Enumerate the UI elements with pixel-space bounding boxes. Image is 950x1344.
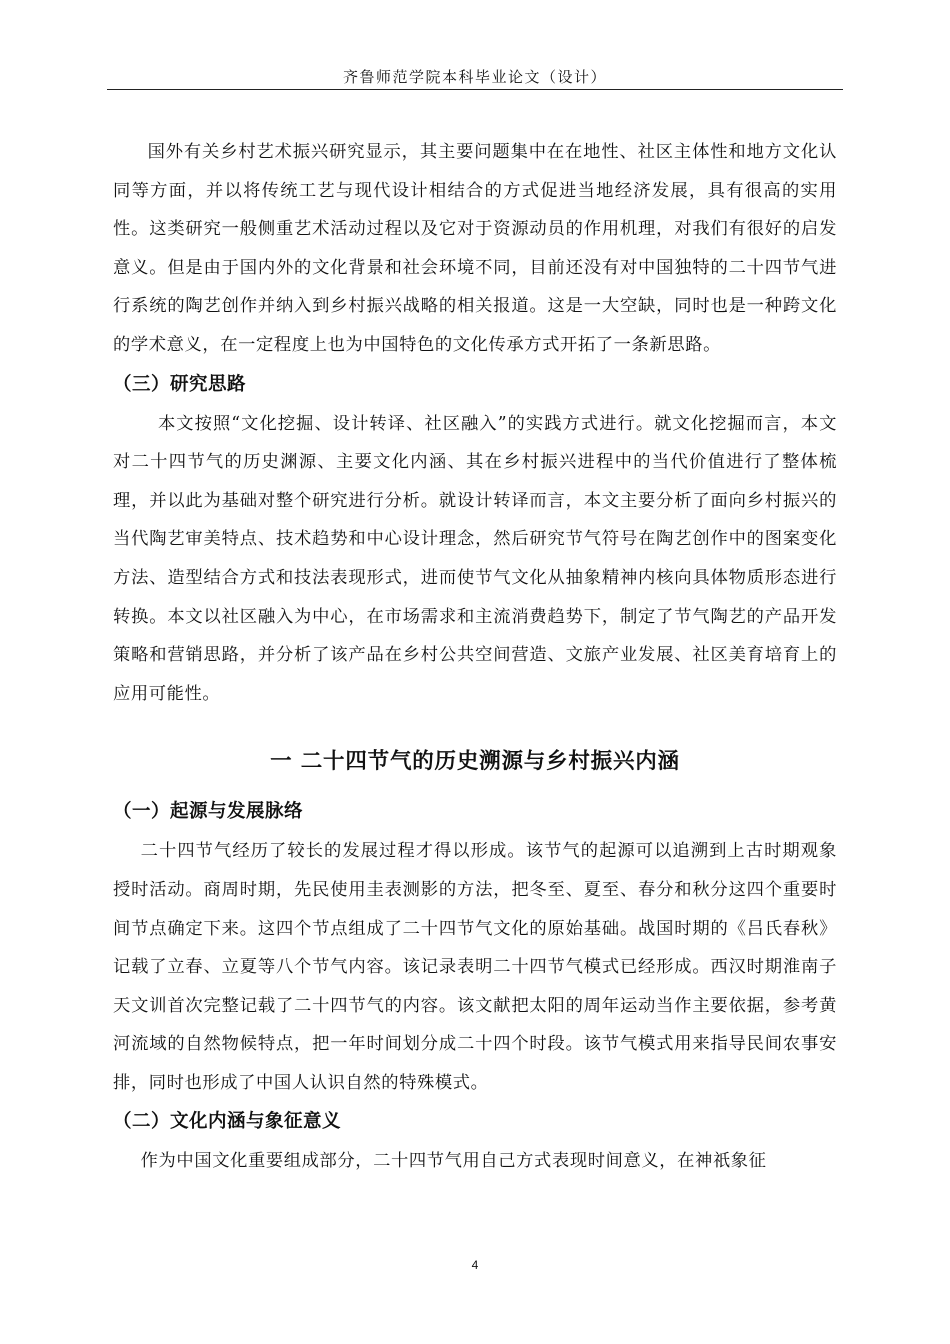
- paragraph-foreign-research: 国外有关乡村艺术振兴研究显示，其主要问题集中在在地性、社区主体性和地方文化认同等方面，并以将传统工艺与现代设计相结合的方式促进当地经济发展，具有很高的实用性。这类研究一般侧重艺术活动过程以及它对于资源动员的作用机理，对我们有很好的启发意义。但是由于国内外的文化背景和社会环境不同，目前还没有对中国独特的二十四节气进行系统的陶艺创作并纳入到乡村振兴战略的相关报道。这是一大空缺，同时也是一种跨文化的学术意义，在一定程度上也为中国特色的文化传承方式开拓了一条新思路。: [113, 142, 837, 355]
- section-heading-culture: （二）文化内涵与象征意义: [113, 1111, 342, 1133]
- chapter-title: 一 二十四节气的历史溯源与乡村振兴内涵: [270, 749, 680, 775]
- page-number: 4: [471, 1258, 479, 1272]
- paragraph-culture: 作为中国文化重要组成部分，二十四节气用自己方式表现时间意义，在神祇象征: [140, 1151, 767, 1172]
- page-content: [113, 133, 837, 1181]
- header-rule: [107, 89, 843, 90]
- paragraph-research-approach: 本文按照“文化挖掘、设计转译、社区融入”的实践方式进行。就文化挖掘而言，本文对二十四节气的历史渊源、主要文化内涵、其在乡村振兴进程中的当代价值进行了整体梳理，并以此为基础对整个研究进行分析。就设计转译而言，本文主要分析了面向乡村振兴的当代陶艺审美特点、技术趋势和中心设计理念，然后研究节气符号在陶艺创作中的图案变化方法、造型结合方式和技法表现形式，进而使节气文化从抽象精神内核向具体物质形态进行转换。本文以社区融入为中心，在市场需求和主流消费趋势下，制定了节气陶艺的产品开发策略和营销思路，并分析了该产品在乡村公共空间营造、文旅产业发展、社区美育培育上的应用可能性。: [113, 413, 837, 704]
- section-heading-research-approach: （三）研究思路: [113, 373, 247, 395]
- paragraph-origin: 二十四节气经历了较长的发展过程才得以形成。该节气的起源可以追溯到上古时期观象授时活动。商周时期，先民使用圭表测影的方法，把冬至、夏至、春分和秋分这四个重要时间节点确定下来。这四个节点组成了二十四节气文化的原始基础。战国时期的《吕氏春秋》记载了立春、立夏等八个节气内容。该记录表明二十四节气模式已经形成。西汉时期淮南子天文训首次完整记载了二十四节气的内容。该文献把太阳的周年运动当作主要依据，参考黄河流域的自然物候特点，把一年时间划分成二十四个时段。该节气模式用来指导民间农事安排，同时也形成了中国人认识自然的特殊模式。: [113, 841, 837, 1093]
- header-title: 齐鲁师范学院本科毕业论文（设计）: [342, 68, 607, 86]
- section-heading-origin: （一）起源与发展脉络: [113, 801, 304, 823]
